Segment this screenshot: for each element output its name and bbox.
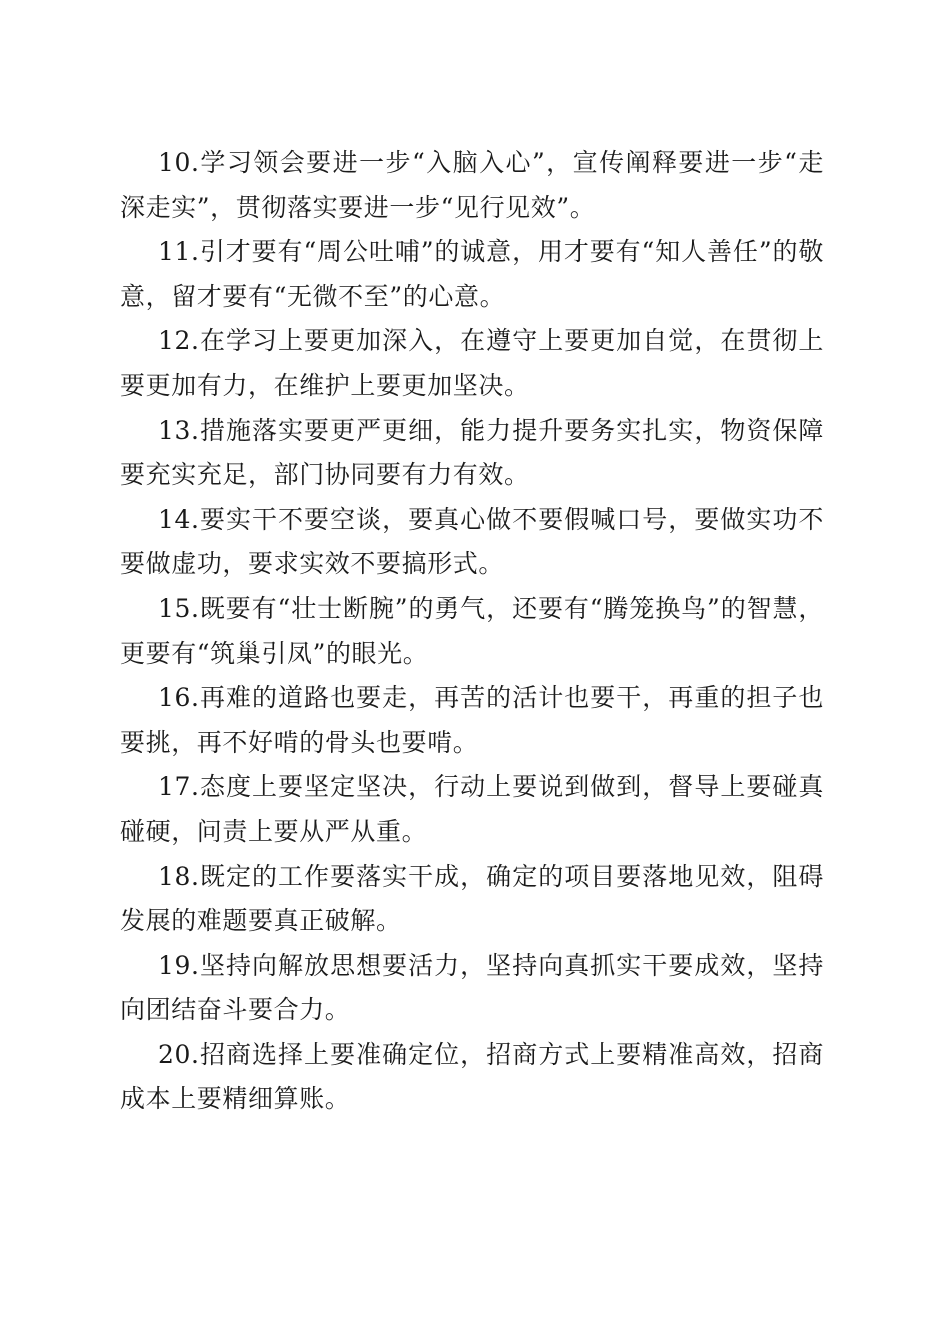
- paragraph-16: 16.再难的道路也要走，再苦的活计也要干，再重的担子也要挑，再不好啃的骨头也要啃。: [120, 683, 824, 757]
- paragraph-20: 20.招商选择上要准确定位，招商方式上要精准高效，招商成本上要精细算账。: [120, 1039, 824, 1114]
- paragraph-19: 19.坚持向解放思想要活力，坚持向真抓实干要成效，坚持向团结奋斗要合力。: [120, 950, 824, 1025]
- paragraph-18: 18.既定的工作要落实干成，确定的项目要落地见效，阻碍发展的难题要真正破解。: [120, 861, 824, 936]
- document-body: [120, 141, 824, 1122]
- paragraph-10: 10.学习领会要进一步“入脑入心”，宣传阐释要进一步“走深走实”，贯彻落实要进一步“见行见效”。: [120, 148, 824, 222]
- paragraph-14: 14.要实干不要空谈，要真心做不要假喊口号，要做实功不要做虚功，要求实效不要搞形式。: [120, 504, 824, 579]
- paragraph-11: 11.引才要有“周公吐哺”的诚意，用才要有“知人善任”的敬意，留才要有“无微不至”的心意。: [120, 237, 824, 311]
- paragraph-15: 15.既要有“壮士断腕”的勇气，还要有“腾笼换鸟”的智慧，更要有“筑巢引凤”的眼光。: [120, 593, 824, 668]
- paragraph-17: 17.态度上要坚定坚决，行动上要说到做到，督导上要碰真碰硬，问责上要从严从重。: [120, 772, 824, 846]
- paragraph-13: 13.措施落实要更严更细，能力提升要务实扎实，物资保障要充实充足，部门协同要有力有效。: [120, 415, 824, 490]
- paragraph-12: 12.在学习上要更加深入，在遵守上要更加自觉，在贯彻上要更加有力，在维护上要更加坚决。: [120, 326, 824, 400]
